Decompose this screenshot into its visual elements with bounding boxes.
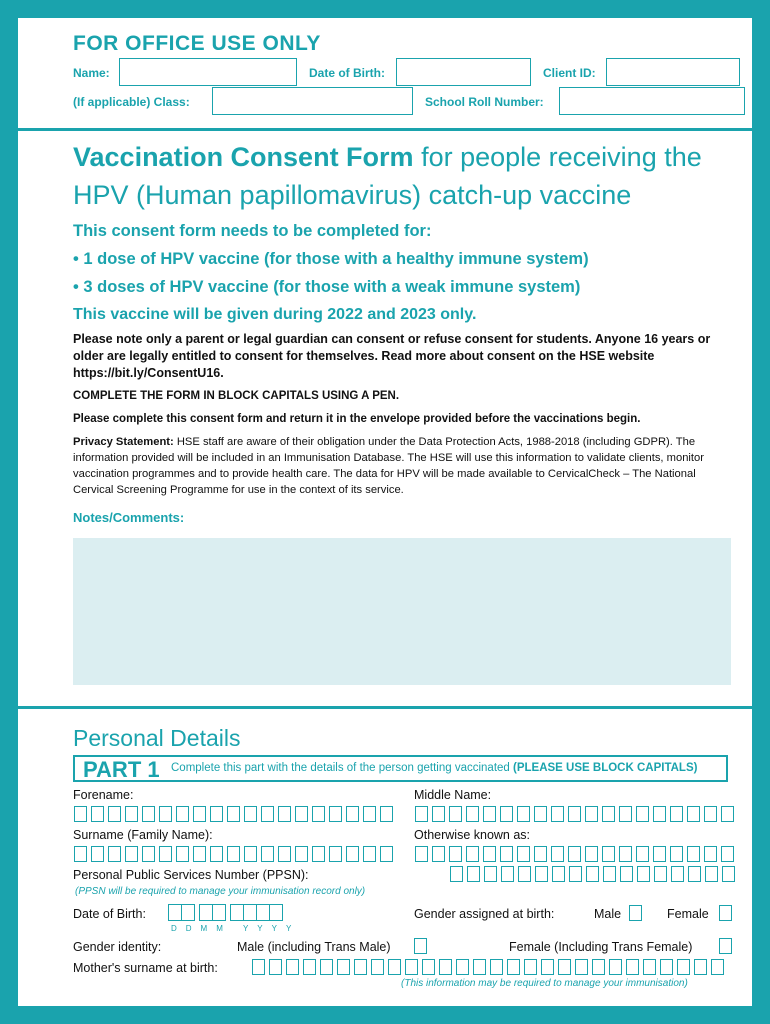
mother-surname-input[interactable] (252, 959, 728, 977)
bullet-one-dose: • 1 dose of HPV vaccine (for those with a healthy immune system) (73, 250, 589, 268)
gender-birth-male-label: Male (594, 907, 622, 921)
gender-birth-male-checkbox[interactable] (629, 905, 642, 921)
mother-surname-label: Mother's surname at birth: (73, 961, 218, 975)
part1-banner (73, 755, 728, 782)
office-class-input[interactable] (212, 87, 413, 115)
office-client-id-input[interactable] (606, 58, 740, 86)
gender-identity-female-label: Female (Including Trans Female) (509, 940, 693, 954)
middle-name-label: Middle Name: (414, 788, 492, 802)
surname-label: Surname (Family Name): (73, 828, 213, 842)
office-dob-input[interactable] (396, 58, 531, 86)
return-note: Please complete this consent form and return it in the envelope provided before the vaccinations begin. (73, 413, 641, 425)
office-name-input[interactable] (119, 58, 297, 86)
dob-label: Date of Birth: (73, 907, 146, 921)
office-client-id-label: Client ID: (543, 66, 596, 80)
bullet-three-doses: • 3 doses of HPV vaccine (for those with a weak immune system) (73, 278, 581, 296)
dob-input[interactable] (168, 904, 282, 922)
gender-identity-female-checkbox[interactable] (719, 938, 732, 954)
needed-for-heading: This consent form needs to be completed for: (73, 222, 432, 240)
ppsn-label: Personal Public Services Number (PPSN): (73, 868, 309, 882)
gender-birth-label: Gender assigned at birth: (414, 907, 555, 921)
given-during: This vaccine will be given during 2022 and 2023 only. (73, 306, 477, 323)
mother-surname-hint: (This information may be required to manage your immunisation) (401, 978, 688, 989)
gender-identity-label: Gender identity: (73, 940, 162, 954)
ppsn-input[interactable] (450, 866, 739, 884)
otherwise-known-input[interactable] (415, 846, 738, 864)
forename-input[interactable] (74, 806, 397, 824)
divider (18, 706, 752, 709)
middle-name-input[interactable] (415, 806, 738, 824)
surname-input[interactable] (74, 846, 397, 864)
gender-birth-female-checkbox[interactable] (719, 905, 732, 921)
office-school-roll-input[interactable] (559, 87, 745, 115)
ppsn-hint: (PPSN will be required to manage your immunisation record only) (75, 886, 366, 897)
office-school-roll-label: School Roll Number: (425, 95, 544, 109)
part1-description: Complete this part with the details of the person getting vaccinated (PLEASE USE BLOCK CAPITALS) (171, 762, 698, 774)
privacy-statement: Privacy Statement: HSE staff are aware of their obligation under the Data Protection Acts, 1988-2018 (including GDPR). The information provided will be included in an Immunisation Database. The HSE will use this information to validate clients, monitor vaccination programmes and to provide health care. The data for HPV will be made available to CervicalCheck – The National Cervical Screening Programme for use in the context of its service. (73, 436, 704, 496)
gender-identity-male-checkbox[interactable] (414, 938, 427, 954)
gender-identity-male-label: Male (including Trans Male) (237, 940, 391, 954)
dob-format-hint: DDMM YYYY (171, 924, 301, 933)
gender-birth-female-label: Female (667, 907, 709, 921)
forename-label: Forename: (73, 788, 134, 802)
personal-details-heading: Personal Details (73, 725, 241, 751)
parent-note: Please note only a parent or legal guardian can consent or refuse consent for students. Anyone 16 years or older are legally entitled to consent for themselves. Read more about consent on the HSE website https://bit.ly/ConsentU16. (73, 332, 711, 380)
office-dob-label: Date of Birth: (309, 66, 385, 80)
office-heading: FOR OFFICE USE ONLY (73, 32, 321, 55)
notes-textarea[interactable] (73, 538, 731, 685)
block-capitals-note: COMPLETE THE FORM IN BLOCK CAPITALS USING A PEN. (73, 390, 400, 402)
office-name-label: Name: (73, 66, 110, 80)
divider (18, 128, 752, 131)
form-page (18, 18, 752, 1006)
part1-label: PART 1 (83, 757, 160, 782)
otherwise-known-label: Otherwise known as: (414, 828, 531, 842)
office-class-label: (If applicable) Class: (73, 95, 190, 109)
notes-label: Notes/Comments: (73, 510, 185, 525)
page-title: Vaccination Consent Form for people receiving the HPV (Human papillomavirus) catch-up vaccine (73, 142, 702, 210)
